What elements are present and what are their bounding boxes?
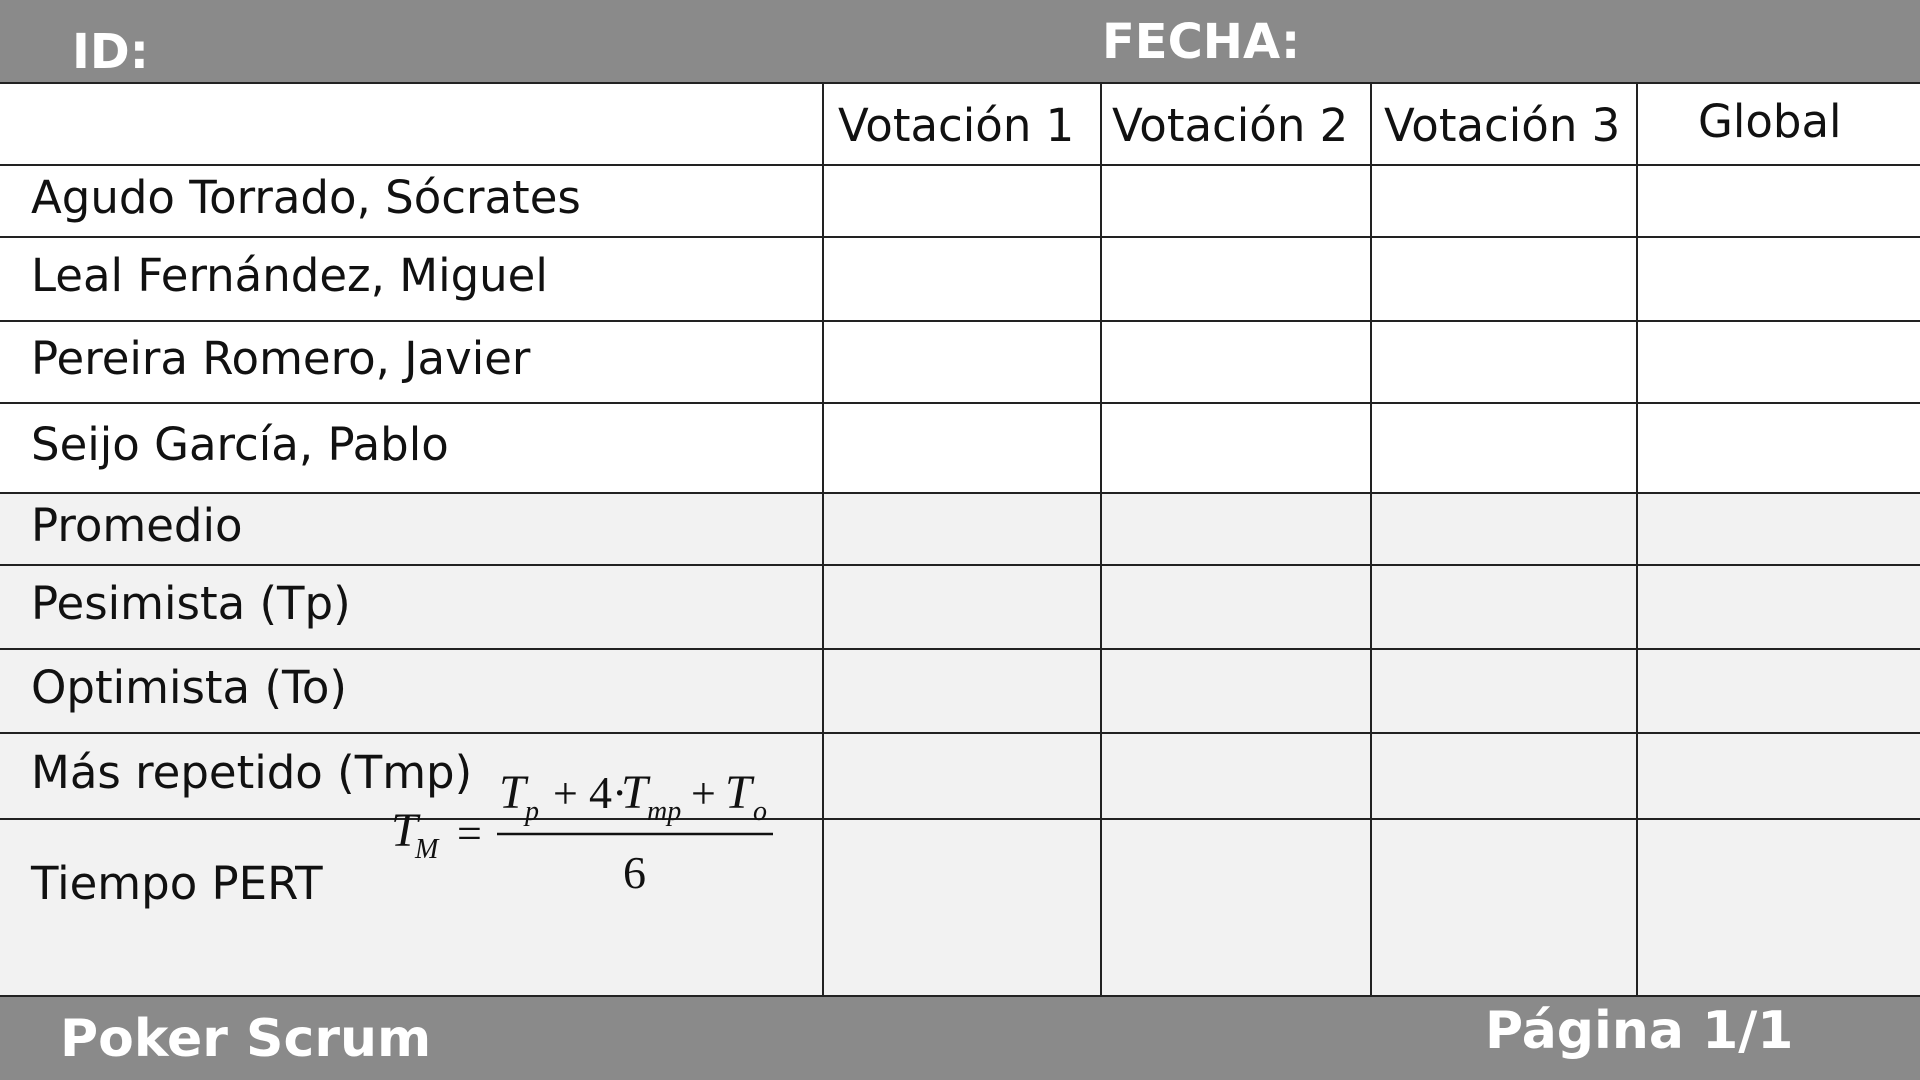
formula-equals: = [457,809,482,858]
vote-cell[interactable] [824,166,1102,238]
vote-cell[interactable] [1102,650,1372,734]
header-empty-cell [0,84,824,166]
vote-cell[interactable] [1638,820,1920,995]
stat-row-label: Pesimista (Tp) [31,577,351,630]
participant-row-label: Agudo Torrado, Sócrates [31,171,581,224]
vote-cell[interactable] [1638,734,1920,820]
vote-cell[interactable] [824,238,1102,322]
header-bar [0,0,1920,84]
vote-cell[interactable] [1638,566,1920,650]
vote-cell[interactable] [824,404,1102,494]
formula-lhs-sub: M [415,834,439,865]
pert-formula [385,762,785,912]
vote-cell[interactable] [1372,650,1638,734]
col-header-cell [1372,84,1638,166]
stat-row-label: Promedio [31,499,243,552]
col-header-global: Global [1698,95,1842,148]
vote-cell[interactable] [1372,322,1638,404]
formula-denominator: 6 [623,847,646,898]
participant-row-label-cell [0,238,824,322]
voting-table [0,84,1920,995]
participant-row-label: Pereira Romero, Javier [31,332,531,385]
formula-num-t1: T [499,766,526,819]
formula-num-s1: p [525,796,539,827]
vote-cell[interactable] [1102,734,1372,820]
col-header-votacion-3: Votación 3 [1384,99,1621,152]
participant-row-label: Leal Fernández, Miguel [31,249,548,302]
participant-row-label-cell [0,166,824,238]
vote-cell[interactable] [1372,404,1638,494]
participant-row-label-cell [0,322,824,404]
vote-cell[interactable] [1638,166,1920,238]
formula-num-plus1: + [553,769,578,818]
vote-cell[interactable] [824,734,1102,820]
app-name: Poker Scrum [60,1009,432,1069]
vote-cell[interactable] [1102,494,1372,566]
col-header-cell [824,84,1102,166]
vote-cell[interactable] [1638,238,1920,322]
vote-cell[interactable] [1638,404,1920,494]
formula-lhs: T [391,804,418,857]
stat-row-label: Más repetido (Tmp) [31,746,473,799]
stat-row-label-cell [0,566,824,650]
vote-cell[interactable] [824,820,1102,995]
stat-row-label: Tiempo PERT [31,857,323,910]
vote-cell[interactable] [1638,494,1920,566]
vote-cell[interactable] [824,650,1102,734]
participant-row-label-cell [0,404,824,494]
formula-num-s2: mp [647,796,682,827]
col-header-cell [1638,84,1920,166]
vote-cell[interactable] [1372,734,1638,820]
formula-num-four: 4· [589,767,628,818]
formula-num-t3: T [725,766,752,819]
vote-cell[interactable] [824,494,1102,566]
footer-bar [0,995,1920,1080]
participant-row-label: Seijo García, Pablo [31,418,449,471]
id-label: ID: [72,24,149,80]
vote-cell[interactable] [1102,322,1372,404]
vote-cell[interactable] [824,566,1102,650]
stat-row-label-cell [0,494,824,566]
date-label: FECHA: [1102,14,1301,70]
formula-num-t2: T [621,766,648,819]
vote-cell[interactable] [1372,166,1638,238]
vote-cell[interactable] [1102,820,1372,995]
vote-cell[interactable] [824,322,1102,404]
vote-cell[interactable] [1102,404,1372,494]
pert-formula-graphic [385,762,785,912]
col-header-cell [1102,84,1372,166]
vote-cell[interactable] [1638,650,1920,734]
formula-num-s3: o [753,796,767,827]
formula-num-plus2: + [691,769,716,818]
vote-cell[interactable] [1372,494,1638,566]
page-number: Página 1/1 [1485,1001,1794,1061]
stat-row-label: Optimista (To) [31,661,347,714]
stat-row-label-cell [0,650,824,734]
vote-cell[interactable] [1372,566,1638,650]
vote-cell[interactable] [1102,238,1372,322]
vote-cell[interactable] [1372,238,1638,322]
col-header-votacion-1: Votación 1 [838,99,1075,152]
vote-cell[interactable] [1102,166,1372,238]
vote-cell[interactable] [1638,322,1920,404]
col-header-votacion-2: Votación 2 [1112,99,1349,152]
vote-cell[interactable] [1102,566,1372,650]
vote-cell[interactable] [1372,820,1638,995]
